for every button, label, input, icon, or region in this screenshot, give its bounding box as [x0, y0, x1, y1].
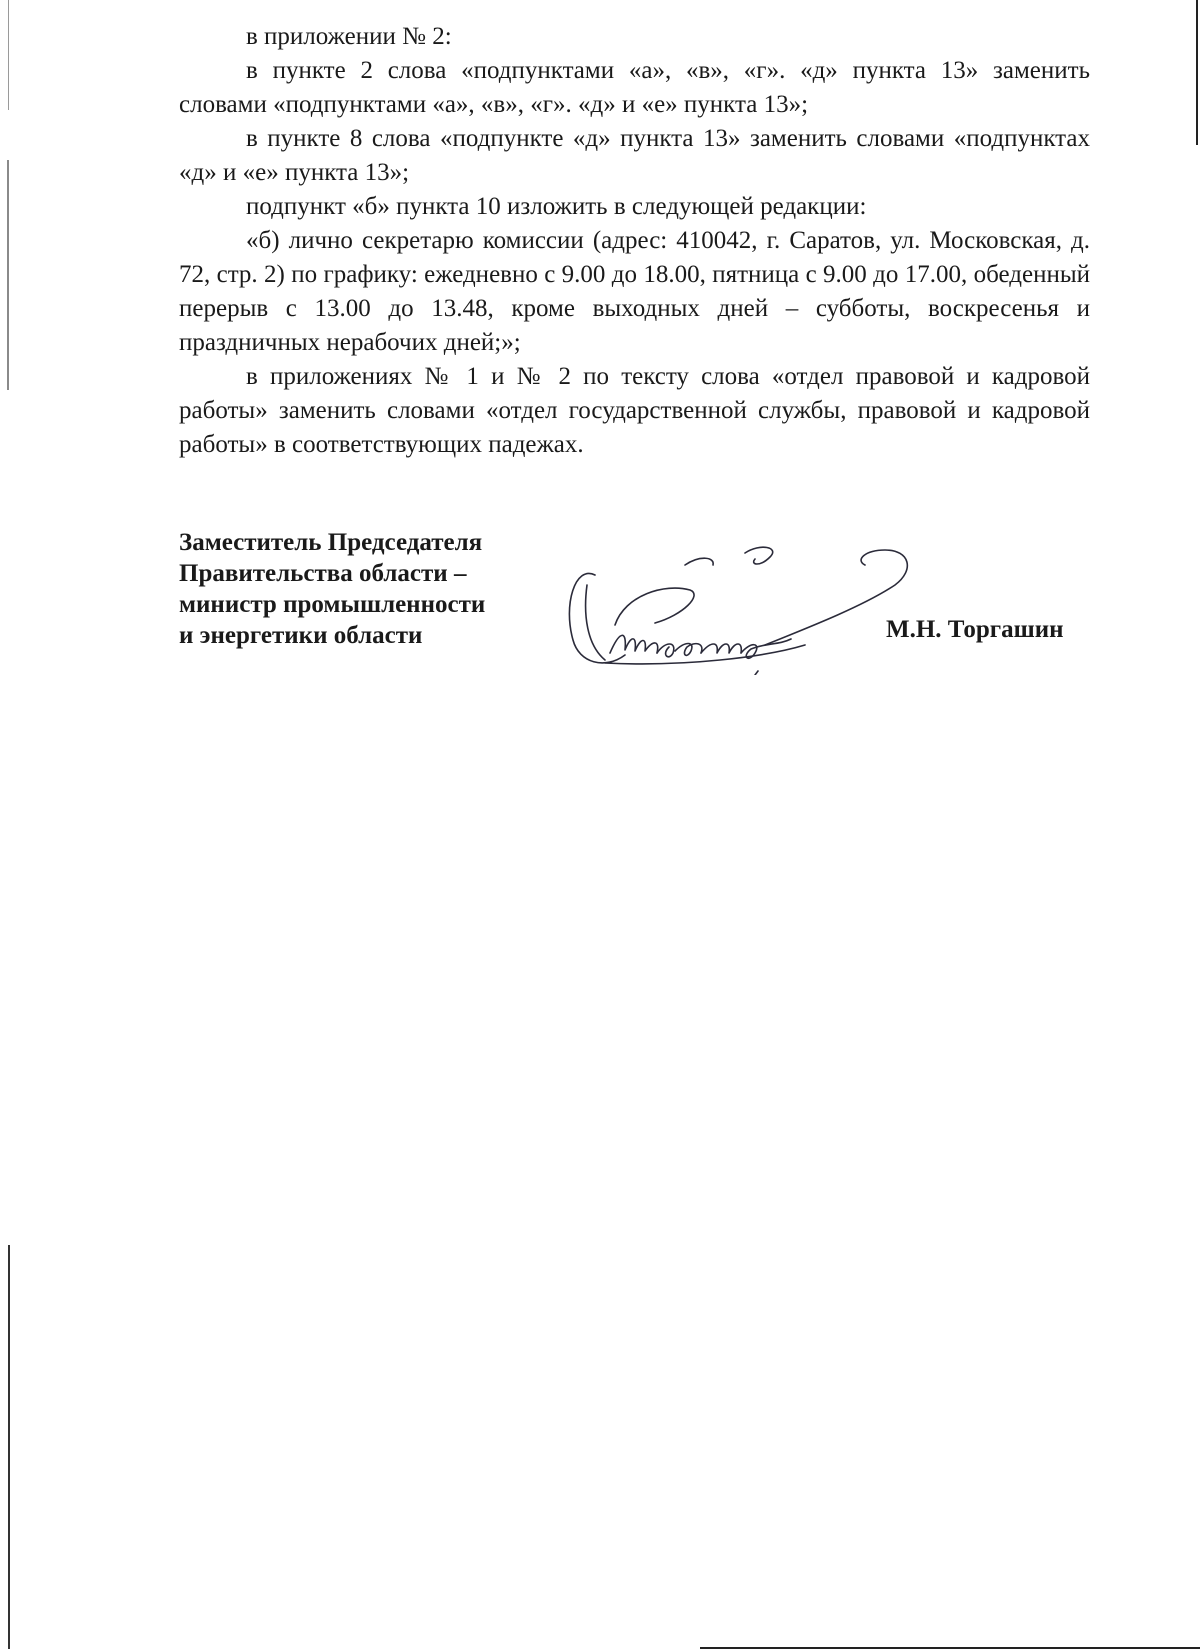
scan-edge-left-top	[8, 0, 9, 110]
signer-position-line: Заместитель Председателя	[179, 529, 483, 556]
paragraph-appendices-replacement: в приложениях № 1 и № 2 по тексту слова «отдел правовой и кадровой работы» заменить словами «отдел государственной службы, правовой и кадровой работы» в соответствующих падежах.	[179, 363, 1090, 458]
handwritten-signature	[565, 545, 945, 675]
scan-edge-left-mid	[7, 160, 9, 390]
scan-edge-right-top	[1196, 0, 1198, 145]
paragraph-appendix-2-heading: в приложении № 2:	[246, 23, 452, 50]
document-body	[179, 20, 1090, 462]
scan-edge-left-bottom	[8, 1245, 10, 1649]
paragraph-point-2: в пункте 2 слова «подпунктами «а», «в», «г». «д» пункта 13» заменить словами «подпунктами «а», «в», «г». «д» и «е» пункта 13»;	[179, 57, 1090, 118]
paragraph-subpoint-b-text: «б) лично секретарю комиссии (адрес: 410042, г. Саратов, ул. Московская, д. 72, стр. 2) по графику: ежедневно с 9.00 до 18.00, пятница с 9.00 до 17.00, обеденный перерыв с 13.00 до 13.48, кроме выходных дней – субботы, воскресенья и праздничных нерабочих дней;»;	[179, 227, 1090, 356]
paragraph-point-8: в пункте 8 слова «подпункте «д» пункта 13» заменить словами «подпунктах «д» и «е» пункта 13»;	[179, 125, 1090, 186]
signer-position-line: и энергетики области	[179, 622, 423, 649]
signer-position	[179, 527, 539, 651]
signer-position-line: Правительства области –	[179, 560, 467, 587]
signer-name: М.Н. Торгашин	[886, 616, 1064, 643]
paragraph-subpoint-b-intro: подпункт «б» пункта 10 изложить в следующей редакции:	[246, 193, 867, 220]
signer-position-line: министр промышленности	[179, 591, 486, 618]
